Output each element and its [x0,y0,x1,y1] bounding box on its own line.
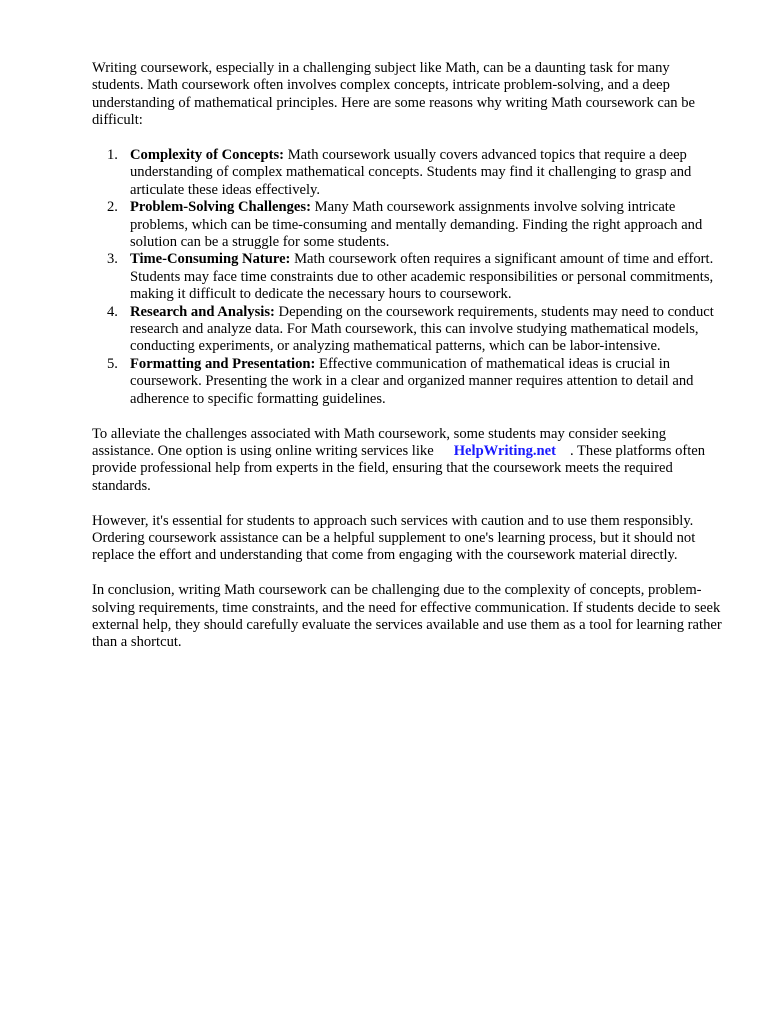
assistance-text-before: To alleviate the challenges associated with Math coursework, some students may consider seeking assistance. One option is using online writing services like [92,425,667,459]
list-item-number: 4. [107,303,118,320]
list-item [92,251,722,303]
list-item [92,199,722,251]
caution-paragraph: However, it's essential for students to approach such services with caution and to use them responsibly. Ordering coursework assistance can be a helpful supplement to one's learning process, but it should not replace the effort and understanding that come from engaging with the coursework material directly. [92,512,696,564]
list-item-number: 3. [107,251,118,268]
assistance-text-after: . These platforms often provide professional help from experts in the field, ensuring that the coursework meets the required standards. [92,442,706,494]
document-page [92,60,722,669]
list-item-term: Formatting and Presentation: [130,355,316,372]
list-item [92,356,722,408]
list-item [92,147,722,199]
list-item-text: Effective communication of mathematical ideas is crucial in coursework. Presenting the work in a clear and organized manner requires attention to detail and adherence to specific formatting guidelines. [130,355,694,407]
list-item-number: 2. [107,199,118,216]
list-item-number: 1. [107,147,118,164]
list-item-term: Problem-Solving Challenges: [130,199,311,216]
list-item-term: Time-Consuming Nature: [130,251,291,268]
assistance-paragraph [92,426,722,496]
list-item-term: Complexity of Concepts: [130,147,285,164]
list-item-text: Many Math coursework assignments involve solving intricate problems, which can be time-consuming and mentally demanding. Finding the right approach and solution can be a struggle for some students. [130,199,703,251]
list-item-text: Math coursework usually covers advanced topics that require a deep understanding of complex mathematical concepts. Students may find it challenging to grasp and articulate these ideas effectively. [130,147,692,198]
list-item [92,304,722,356]
helpwriting-link[interactable]: HelpWriting.net [453,442,556,459]
intro-paragraph: Writing coursework, especially in a challenging subject like Math, can be a daunting task for many students. Math coursework often involves complex concepts, intricate problem-solving, and a deep understanding of mathematical principles. Here are some reasons why writing Math coursework can be difficult: [92,60,696,129]
list-item-text: Depending on the coursework requirements, students may need to conduct research and analyze data. For Math coursework, this can involve studying mathematical models, conducting experiments, or analyzing mathematical patterns, which can be labor-intensive. [130,303,714,355]
list-item-text: Math coursework often requires a significant amount of time and effort. Students may face time constraints due to other academic responsibilities or personal commitments, making it difficult to dedicate the necessary hours to coursework. [130,251,714,303]
list-item-term: Research and Analysis: [130,303,275,320]
conclusion-paragraph: In conclusion, writing Math coursework can be challenging due to the complexity of concepts, problem-solving requirements, time constraints, and the need for effective communication. If students decide to seek external help, they should carefully evaluate the services available and use them as a tool for learning rather than a shortcut. [92,582,722,651]
reasons-list [92,147,722,408]
list-item-number: 5. [107,355,118,372]
